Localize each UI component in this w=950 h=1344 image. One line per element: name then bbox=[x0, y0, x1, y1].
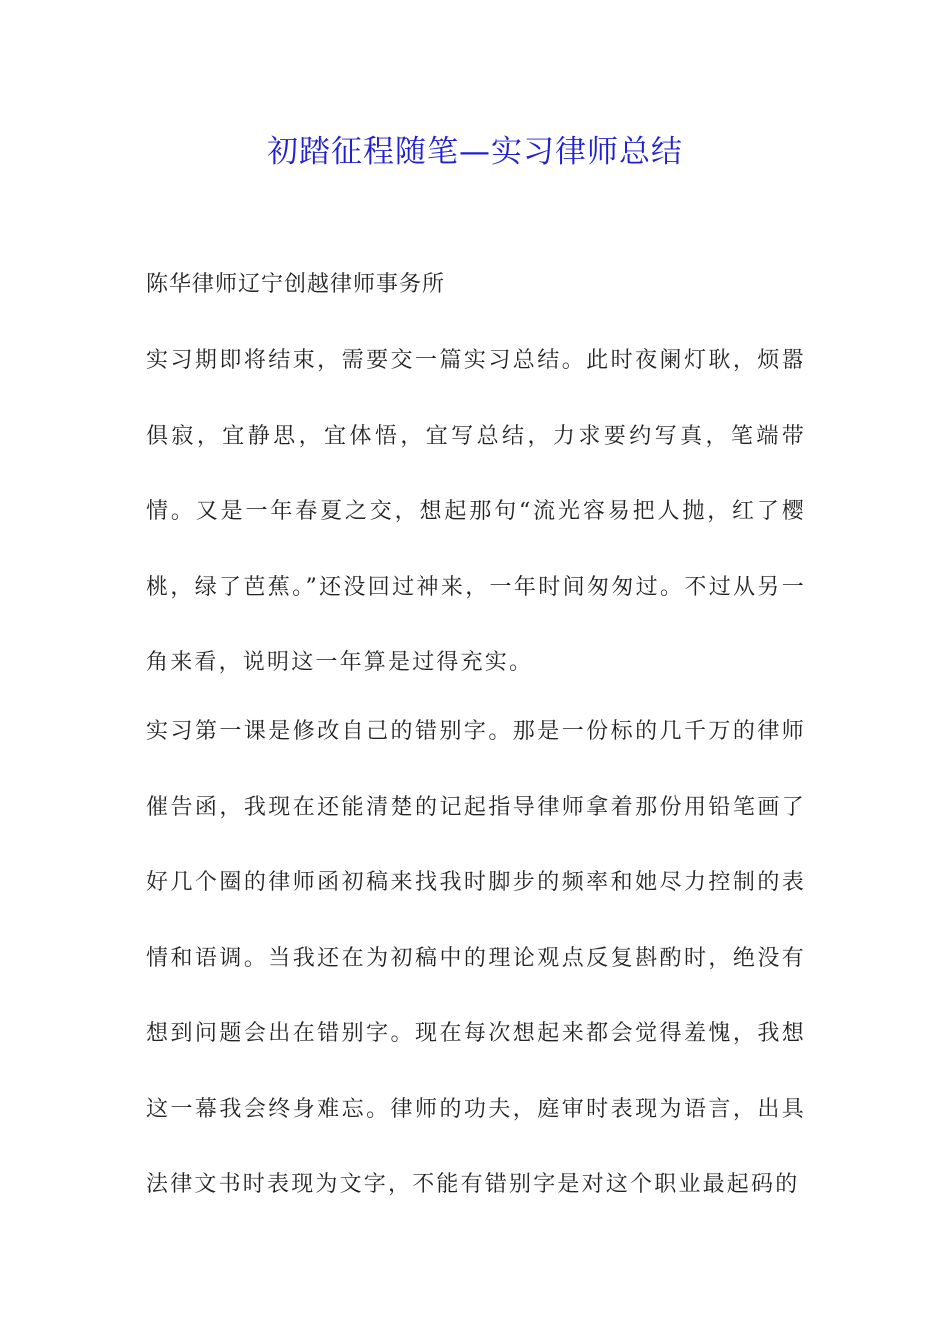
document-title: 初踏征程随笔—实习律师总结 bbox=[267, 134, 683, 170]
paragraph-1: 实习期即将结束，需要交一篇实习总结。此时夜阑灯耿，烦嚣俱寂，宜静思，宜体悟，宜写总结，力求要约写真，笔端带情。又是一年春夏之交，想起那句“流光容易把人抛，红了樱桃，绿了芭蕉。”还没回过神来，一年时间匆匆过。不过从另一角来看，说明这一年算是过得充实。 bbox=[146, 348, 806, 675]
paragraph-2: 实习第一课是修改自己的错别字。那是一份标的几千万的律师催告函，我现在还能清楚的记起指导律师拿着那份用铅笔画了好几个圈的律师函初稿来找我时脚步的频率和她尽力控制的表情和语调。当我还在为初稿中的理论观点反复斟酌时，绝没有想到问题会出在错别字。现在每次想起来都会觉得羞愧，我想这一幕我会终身难忘。律师的功夫，庭审时表现为语言，出具法律文书时表现为文字，不能有错别字是对这个职业最起码的 bbox=[146, 719, 806, 1197]
author-line: 陈华律师辽宁创越律师事务所 bbox=[146, 272, 446, 297]
